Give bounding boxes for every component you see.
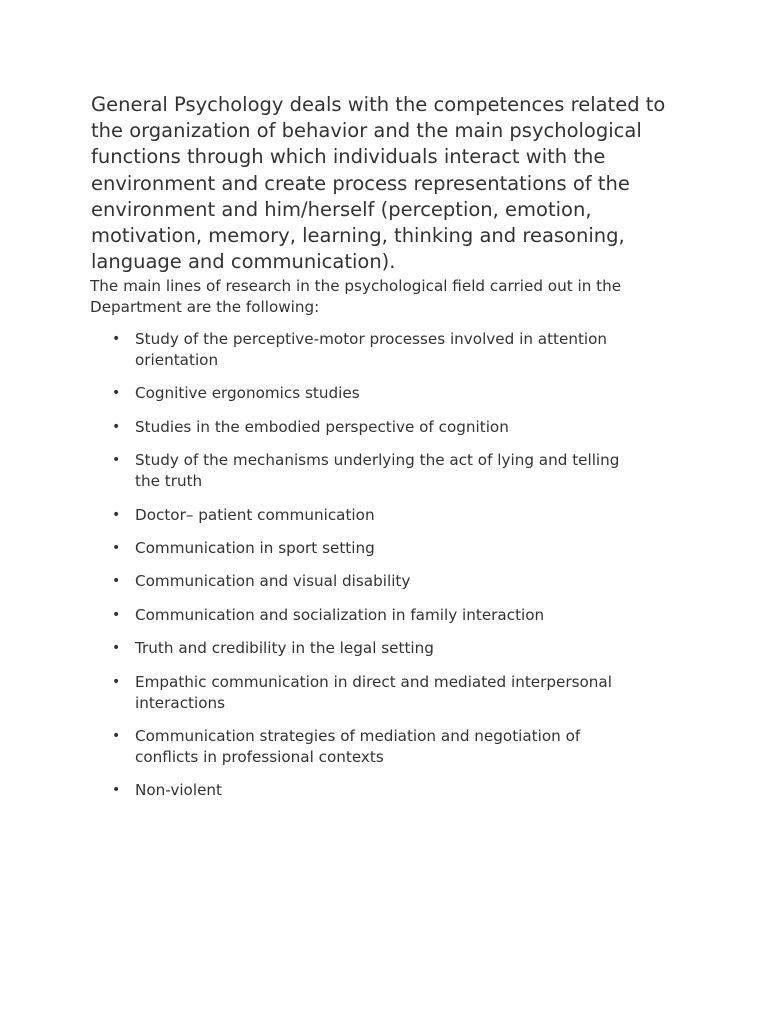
list-item <box>0 780 635 801</box>
bullet-icon: • <box>112 640 121 657</box>
list-item-text: Doctor– patient communication <box>135 505 375 524</box>
list-item-text: Truth and credibility in the legal setting <box>135 639 434 658</box>
list-item <box>0 329 635 371</box>
bullet-icon: • <box>112 506 121 523</box>
bullet-icon: • <box>112 573 121 590</box>
bullet-icon: • <box>112 606 121 623</box>
list-item-text: Communication and socialization in family interaction <box>135 605 545 624</box>
research-lead-paragraph: The main lines of research in the psychological field carried out in the Department are the following: <box>90 277 622 316</box>
list-item-text: Communication and visual disability <box>135 572 411 591</box>
bullet-icon: • <box>112 673 121 690</box>
bullet-icon: • <box>112 782 121 799</box>
list-item-text: Study of the perceptive-motor processes involved in attention orientation <box>135 330 608 369</box>
bullet-icon: • <box>112 727 121 744</box>
list-item-text: Empathic communication in direct and mediated interpersonal interactions <box>135 672 612 712</box>
list-item <box>0 605 635 626</box>
bullet-icon: • <box>112 418 121 435</box>
list-item <box>0 450 635 492</box>
list-item <box>0 638 635 659</box>
list-item-text: Communication in sport setting <box>135 538 375 557</box>
list-item <box>0 417 635 438</box>
list-item-text: Studies in the embodied perspective of cognition <box>135 417 509 436</box>
list-item <box>0 505 635 526</box>
bullet-icon: • <box>112 331 121 347</box>
intro-paragraph: General Psychology deals with the competences related to the organization of behavior and the main psychological functions through which individuals interact with the environment and create process representations of the environment and him/herself (perception, emotion, motivation, memory, learning, thinking and reasoning, language and communication). <box>91 93 666 274</box>
bullet-icon: • <box>112 539 121 556</box>
list-item-text: Communication strategies of mediation and negotiation of conflicts in professional contexts <box>135 726 581 766</box>
bullet-icon: • <box>112 385 121 402</box>
bullet-icon: • <box>112 452 121 469</box>
list-item-text: Study of the mechanisms underlying the act of lying and telling the truth <box>135 451 620 491</box>
list-item <box>0 672 635 714</box>
research-lines-list <box>0 329 768 814</box>
list-item-text: Cognitive ergonomics studies <box>135 384 360 403</box>
list-item-text: Non-violent <box>135 781 222 800</box>
list-item <box>0 726 635 768</box>
list-item <box>0 571 635 592</box>
list-item <box>0 538 635 559</box>
list-item <box>0 383 635 404</box>
